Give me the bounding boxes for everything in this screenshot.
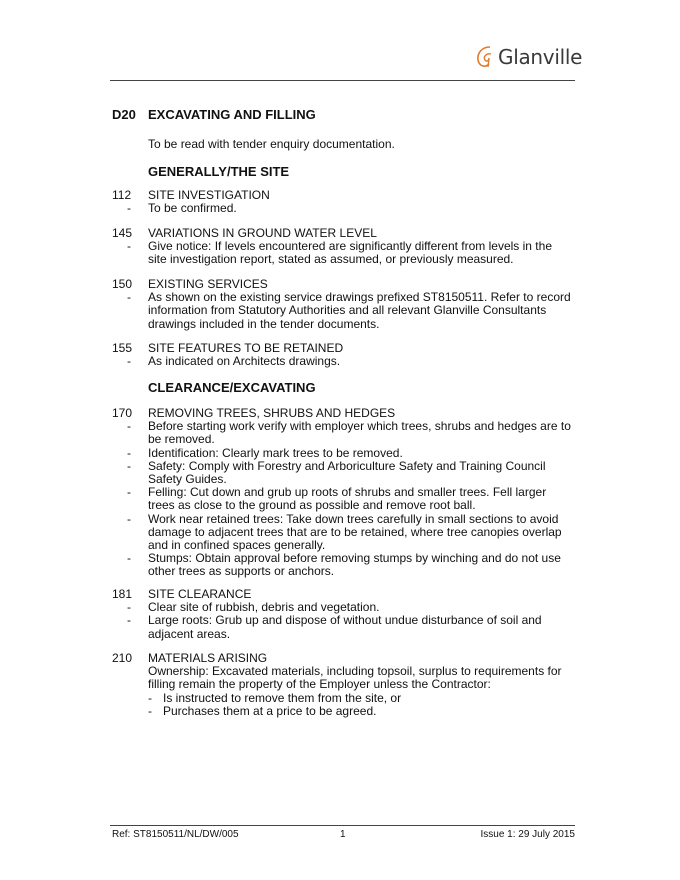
section-title: EXCAVATING AND FILLING [148,107,316,122]
bullet-dash: - [127,354,131,369]
clause-112 [112,189,572,215]
company-logo [474,44,582,70]
clause-title: SITE FEATURES TO BE RETAINED [148,341,344,355]
header-rule [110,80,575,81]
bullet-dash: - [127,201,131,216]
clause-title: SITE INVESTIGATION [148,188,270,202]
clause-150 [112,278,572,331]
clause-number: 145 [112,226,133,240]
footer-rule [110,825,575,826]
clause-number: 155 [112,341,133,355]
list-item: - Give notice: If levels encountered are significantly different from levels in the site investigation report, stated as assumed, or previously measured. [112,240,572,266]
bullet-dash: - [127,458,131,473]
clause-paragraph: Ownership: Excavated materials, including topsoil, surplus to requirements for filling remain the property of the Employer unless the Contractor: [148,664,562,692]
bullet-dash: - [127,613,131,628]
bullet-dash: - [148,703,152,718]
clause-number: 210 [112,651,133,665]
logo-text: Glanville [498,45,583,69]
bullet-dash: - [127,485,131,500]
list-item: - Felling: Cut down and grub up roots of shrubs and smaller trees. Fell larger trees as close to the ground as possible and remove root ball. [112,486,572,512]
list-item: - Clear site of rubbish, debris and vegetation. [112,601,572,614]
subheading-clearance: CLEARANCE/EXCAVATING [148,380,316,395]
clause-155 [112,342,572,368]
glanville-swirl-icon [474,44,496,70]
subheading-site: GENERALLY/THE SITE [148,164,290,179]
list-item: - Safety: Comply with Forestry and Arboriculture Safety and Training Council Safety Guides. [112,460,572,486]
bullet-dash: - [127,239,131,254]
list-item: - Is instructed to remove them from the site, or [148,690,402,705]
clause-title: MATERIALS ARISING [148,651,268,665]
section-intro: To be read with tender enquiry documentation. [148,137,395,151]
list-item: - Stumps: Obtain approval before removing stumps by winching and do not use other trees as supports or anchors. [112,552,572,578]
list-item: - Purchases them at a price to be agreed. [148,703,377,718]
clause-number: 170 [112,406,133,420]
bullet-dash: - [127,419,131,434]
clause-title: EXISTING SERVICES [148,277,268,291]
clause-145 [112,227,572,267]
clause-210 [112,652,572,718]
list-item: - As indicated on Architects drawings. [112,355,572,368]
clause-number: 181 [112,587,133,601]
clause-title: VARIATIONS IN GROUND WATER LEVEL [148,226,377,240]
clause-170 [112,407,572,579]
list-item: - To be confirmed. [112,202,572,215]
clause-number: 112 [112,188,132,202]
clause-number: 150 [112,277,133,291]
list-item: - Before starting work verify with employer which trees, shrubs and hedges are to be removed. [112,420,572,446]
footer-reference: Ref: ST8150511/NL/DW/005 [112,829,239,840]
clause-title: SITE CLEARANCE [148,587,252,601]
list-item: - Identification: Clearly mark trees to be removed. [112,447,572,460]
list-item: - Work near retained trees: Take down trees carefully in small sections to avoid damage to adjacent trees that are to be retained, where tree canopies overlap and in confined spaces generally. [112,513,572,553]
bullet-dash: - [127,511,131,526]
list-item: - Large roots: Grub up and dispose of without undue disturbance of soil and adjacent areas. [112,614,572,640]
page-number: 1 [340,829,346,840]
section-code: D20 [112,107,136,122]
bullet-dash: - [127,290,131,305]
bullet-dash: - [127,551,131,566]
bullet-dash: - [127,445,131,460]
clause-title: REMOVING TREES, SHRUBS AND HEDGES [148,406,396,420]
bullet-dash: - [148,690,152,705]
issue-date: Issue 1: 29 July 2015 [480,829,575,840]
bullet-dash: - [127,600,131,615]
list-item: - As shown on the existing service drawings prefixed ST8150511. Refer to record information from Statutory Authorities and all relevant Glanville Consultants drawings included in the tender documents. [112,291,572,331]
clause-181 [112,588,572,641]
